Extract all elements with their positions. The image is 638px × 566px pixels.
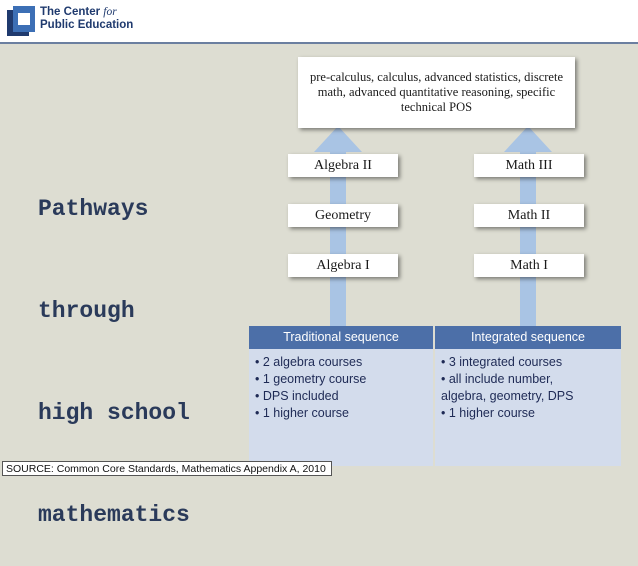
logo-icon — [6, 5, 36, 37]
logo-text — [40, 6, 133, 32]
integrated-arrowhead — [504, 126, 552, 152]
traditional-arrow-shaft — [330, 151, 346, 326]
list-item: • 2 algebra courses — [255, 355, 363, 369]
header-traditional: Traditional sequence — [249, 326, 433, 349]
list-item: • 3 integrated courses — [441, 355, 563, 369]
source-note: SOURCE: Common Core Standards, Mathematics Appendix A, 2010 — [2, 461, 332, 476]
title-line: through — [38, 298, 135, 324]
course-algebra-2: Algebra II — [288, 154, 398, 177]
higher-courses-box — [298, 57, 575, 128]
integrated-arrow-shaft — [520, 151, 536, 326]
header-integrated: Integrated sequence — [435, 326, 621, 349]
logo-line2: Public Education — [40, 19, 134, 31]
course-algebra-1: Algebra I — [288, 254, 398, 277]
traditional-arrowhead — [314, 126, 362, 152]
course-math-2: Math II — [474, 204, 584, 227]
slide-title — [38, 124, 190, 566]
list-item: • 1 higher course — [441, 406, 536, 420]
list-item: • 1 geometry course — [255, 372, 367, 386]
list-item: • 1 higher course — [255, 406, 350, 420]
course-math-3: Math III — [474, 154, 584, 177]
cell-traditional — [249, 349, 433, 466]
course-geometry: Geometry — [288, 204, 398, 227]
course-math-1: Math I — [474, 254, 584, 277]
header-divider — [0, 42, 638, 44]
logo-line1-italic: for — [103, 6, 117, 18]
higher-courses-text: pre-calculus, calculus, advanced statistics, discrete math, advanced quantitative reasoning, specific technical POS — [309, 70, 564, 114]
cell-integrated — [435, 349, 621, 466]
list-item: • all include number, — [441, 372, 554, 386]
list-item: algebra, geometry, DPS — [441, 389, 574, 403]
title-line: mathematics — [38, 502, 190, 528]
list-item: • DPS included — [255, 389, 339, 403]
logo-line1: The Center — [40, 6, 101, 18]
title-line: Pathways — [38, 196, 149, 222]
title-line: high school — [38, 400, 190, 426]
